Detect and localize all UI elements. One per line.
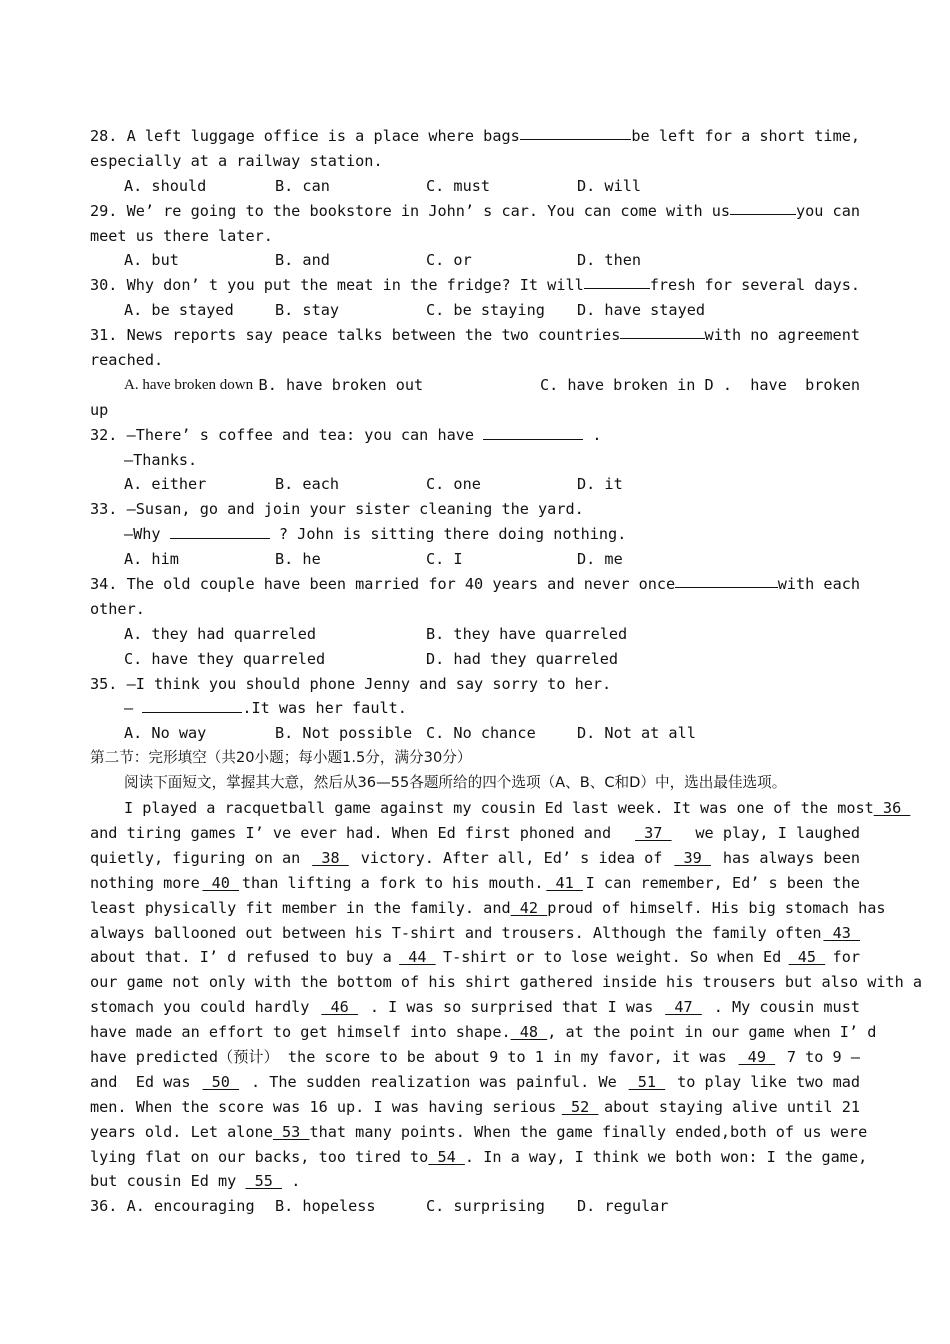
option-a: A. him <box>124 550 179 569</box>
section-heading: 第二节：完形填空（共20小题；每小题1.5分，满分30分） <box>90 749 472 767</box>
blank-44: 44 <box>399 948 436 967</box>
option-d: D. had they quarreled <box>426 649 619 668</box>
option-c-d: C. have broken in D . have broken <box>539 375 860 394</box>
option-c: C. must <box>426 176 491 195</box>
blank-45: 45 <box>788 948 826 967</box>
blank-46: 46 <box>321 998 358 1017</box>
blank-51: 51 <box>628 1072 666 1091</box>
answer-blank <box>584 273 650 289</box>
question-34-options-cd <box>90 647 860 672</box>
question-35-options <box>90 721 860 746</box>
blank-48: 48 <box>510 1023 548 1042</box>
answer-blank <box>620 323 704 339</box>
option-b: B. have broken out <box>258 375 424 394</box>
blank-43: 43 <box>823 923 860 942</box>
blank-54: 54 <box>428 1147 465 1166</box>
blank-49: 49 <box>738 1047 776 1066</box>
option-c: C. I <box>426 550 463 569</box>
answer-blank <box>675 572 778 588</box>
option-c: C. be staying <box>426 301 545 320</box>
section-instruction: 阅读下面短文，掌握其大意，然后从36—55各题所给的四个选项（A、B、C和D）中，选出最佳选项。 <box>124 774 787 792</box>
option-c: C. No chance <box>426 724 536 743</box>
exam-page: 28. A left luggage office is a place where bags be left for a short time, especially at a railway station. A. should B. can C. must D. will 29. We’ re going to the bookstore in John’ s car. You can come with us you can meet us there later. A. but B. and C. or D. then 30. Why don’ t you put the meat in the fridge? It will fresh for several days. A. be stayed B. stay C. be staying D. have stayed 31. News reports say peace talks between the two countries with no agreement reached. A. have broken down B. have broken out C. have broken in D . have broken up 32. —There’ s coffee and tea: you can have . —Thanks. A. either B. each C. one D. it 33. —Susan, go and join your sister cleaning the yard. —Why ? John is sitting there doing nothing. A. him B. he C. I D. me 34. The old couple have been married for 40 years and never once with each other. A. they had quarreled B. they have quarreled C. have they quarreled D. had they quarreled 35. —I think you should phone Jenny and say sorry to her. — .It was her fault. A. No way B. Not possible C. No chance D. Not at all 第二节：完形填空（共20小题；每小题1.5分，满分30分） 阅读下面短文，掌握其大意，然后从36—55各题所给的四个选项（A、B、C和D）中，选出最佳选项。 I played a racquetball game against my cousin Ed last week. It was one of the most 36 and tiring games I’ ve ever had. When Ed first phoned and 37 we play, I laughed quietly, figuring on an 38 victory. After all, Ed’ s idea of 39 has always been nothing more 40 than lifting a fork to his mouth. 41 I can remember, Ed’ s been the least physically fit member in the family. and 42 proud of himself. His big stomach has always ballooned out between his T-shirt and trousers. Although the family often 43 about that. I’ d refused to buy a 44 T-shirt or to lose weight. So when Ed 45 for our game not only with the bottom of his shirt gathered inside his trousers but also with a stomach you could hardly 46 . I was so surprised that I was 47 . My cousin must have made an effort to get himself into shape. 48 , at the point in our game when I’ d have predicted（预计） the score to be about 9 to 1 in my favor, it was 49 7 to 9 — and Ed was 50 . The sudden realization was painful. We 51 to play like two mad men. When the score was 16 up. I was having serious 52 about staying alive until 21 years old. Let alone 53 that many points. When the game finally ended,both of us were lying flat on our backs, too tired to 54 . In a way, I think we both won: I the game, but cousin Ed my 55 . 36. A. encouraging B. hopeless C. surprising D. regular <box>90 124 860 1219</box>
option-d: D. then <box>577 251 642 270</box>
answer-blank <box>730 199 796 215</box>
question-29: 29. We’ re going to the bookstore in John’ s car. You can come with us you can <box>90 199 860 224</box>
answer-blank <box>483 424 583 440</box>
answer-blank <box>142 697 242 713</box>
cloze-passage: I played a racquetball game against my cousin Ed last week. It was one of the most 36 and tiring games I’ ve ever had. When Ed first phoned and 37 we play, I laughed quietly, figuring on an 38 victory. After all, Ed’ s idea of 39 has always been nothing more 40 than lifting a fork to his mouth. 41 I can remember, Ed’ s been the least physically fit member in the family. and 42 proud of himself. His big stomach has always ballooned out between his T-shirt and trousers. Although the family often 43 about that. I’ d refused to buy a 44 T-shirt or to lose weight. So when Ed 45 for our game not only with the bottom of his shirt gathered inside his trousers but also with a stomach you could hardly 46 . I was so surprised that I was 47 . My cousin must have made an effort to get himself into shape. 48 , at the point in our game when I’ d have predicted（预计） the score to be about 9 to 1 in my favor, it was 49 7 to 9 — and Ed was 50 . The sudden realization was painful. We 51 to play like two mad men. When the score was 16 up. I was having serious 52 about staying alive until 21 years old. Let alone 53 that many points. When the game finally ended,both of us were lying flat on our backs, too tired to 54 . In a way, I think we both won: I the game, but cousin Ed my 55 . <box>90 796 860 1194</box>
option-d: D. will <box>577 176 642 195</box>
option-a: A. be stayed <box>124 301 234 320</box>
option-a: A. they had quarreled <box>124 624 317 643</box>
option-b: B. stay <box>275 301 340 320</box>
question-32: 32. —There’ s coffee and tea: you can have . <box>90 425 602 444</box>
question-32-options <box>90 472 860 497</box>
question-30-options <box>90 298 860 323</box>
blank-42: 42 <box>510 898 548 917</box>
question-35: 35. —I think you should phone Jenny and say sorry to her. <box>90 674 612 693</box>
blank-47: 47 <box>665 998 702 1017</box>
answer-blank <box>520 124 632 140</box>
option-b: B. can <box>275 176 330 195</box>
option-a: A. have broken down <box>124 376 254 393</box>
question-34-options-ab <box>90 622 860 647</box>
option-d: D. Not at all <box>577 724 696 743</box>
blank-36: 36 <box>873 799 911 818</box>
option-b: B. Not possible <box>275 724 413 743</box>
option-b: B. he <box>275 550 321 569</box>
option-c: C. have they quarreled <box>124 649 326 668</box>
option-d: D. regular <box>577 1197 669 1216</box>
blank-52: 52 <box>561 1097 599 1116</box>
option-d: D. have stayed <box>577 301 706 320</box>
option-a: 36. A. encouraging <box>90 1197 255 1216</box>
blank-55: 55 <box>245 1172 283 1191</box>
question-34: 34. The old couple have been married for 40 years and never once with each <box>90 572 860 597</box>
option-b: B. they have quarreled <box>426 624 628 643</box>
question-28-options <box>90 174 860 199</box>
option-a: A. either <box>124 475 207 494</box>
question-28: 28. A left luggage office is a place where bags be left for a short time, <box>90 124 860 149</box>
blank-41: 41 <box>546 873 583 892</box>
blank-38: 38 <box>312 848 349 867</box>
blank-50: 50 <box>202 1072 240 1091</box>
question-30: 30. Why don’ t you put the meat in the fridge? It will fresh for several days. <box>90 273 860 298</box>
question-31: 31. News reports say peace talks between the two countries with no agreement <box>90 323 860 348</box>
option-b: B. hopeless <box>275 1197 376 1216</box>
question-36-options <box>90 1194 860 1219</box>
blank-39: 39 <box>674 848 711 867</box>
blank-53: 53 <box>272 1122 310 1141</box>
option-c: C. one <box>426 475 481 494</box>
question-29-options <box>90 248 860 273</box>
question-33: 33. —Susan, go and join your sister cleaning the yard. <box>90 500 584 519</box>
option-b: B. each <box>275 475 340 494</box>
option-b: B. and <box>275 251 330 270</box>
answer-blank <box>170 523 270 539</box>
option-c: C. or <box>426 251 472 270</box>
blank-37: 37 <box>635 823 672 842</box>
option-d: D. it <box>577 475 623 494</box>
option-a: A. but <box>124 251 179 270</box>
question-33-options <box>90 547 860 572</box>
question-31-options <box>90 373 860 398</box>
blank-40: 40 <box>202 873 240 892</box>
option-c: C. surprising <box>426 1197 545 1216</box>
option-a: A. should <box>124 176 207 195</box>
option-a: A. No way <box>124 724 207 743</box>
option-d: D. me <box>577 550 623 569</box>
